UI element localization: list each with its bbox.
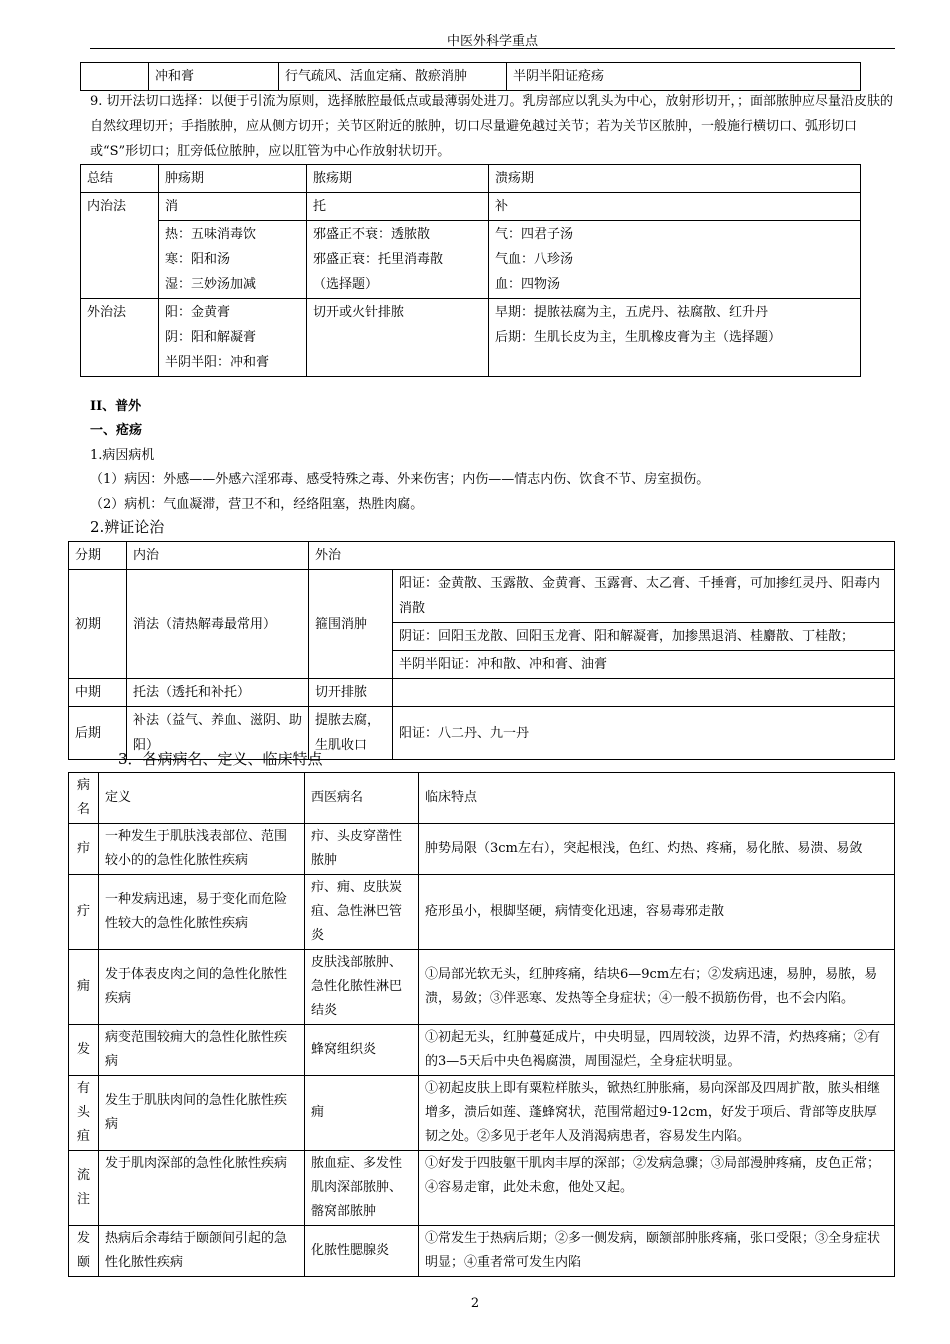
pathogenesis-line: （2）病机：气血凝滞，营卫不和，经络阻塞，热胜肉腐。 (90, 497, 424, 512)
header-cell: 外治 (309, 542, 895, 570)
clinical-features: 肿势局限（3cm左右），突起根浅，色红、灼热、疼痛，易化脓、易溃、易敛 (419, 824, 895, 875)
cell: 消 (159, 193, 307, 221)
subsection-title: 一、疮疡 (90, 423, 143, 438)
table-row (81, 63, 861, 91)
page-header-title: 中医外科学重点 (446, 34, 538, 49)
cell: 行气疏风、活血定痛、散瘀消肿 (279, 63, 507, 91)
clinical-features: ①初起无头，红肿蔓延成片，中央明显，四周较淡，边界不清，灼热疼痛；②有的3—5天后中央色褐腐溃，周围湿烂，全身症状明显。 (419, 1025, 895, 1076)
cell: 早期：提脓祛腐为主，五虎丹、祛腐散、红升丹 后期：生肌长皮为主，生肌橡皮膏为主（选择题） (489, 299, 861, 377)
disease-definition: 发于肌肉深部的急性化脓性疾病 (99, 1151, 305, 1226)
stage-cell: 中期 (69, 679, 127, 707)
cell: 邪盛正不衰：透脓散 邪盛正衰：托里消毒散 （选择题） (307, 221, 489, 299)
diagnosis-title: 2.辨证论治 (90, 518, 165, 536)
cell: 热：五味消毒饮 寒：阳和汤 湿：三妙汤加减 (159, 221, 307, 299)
western-name: 疖、痈、皮肤炭疽、急性淋巴管炎 (305, 875, 419, 950)
etiology-title: 1.病因病机 (90, 448, 155, 463)
cell: 冲和膏 (149, 63, 279, 91)
cell: 提脓去腐，生肌收口 (309, 707, 393, 760)
row-label: 外治法 (81, 299, 159, 377)
table-row (69, 1076, 895, 1151)
western-name: 皮肤浅部脓肿、急性化脓性淋巴结炎 (305, 950, 419, 1025)
clinical-features: ①初起皮肤上即有粟粒样脓头，锨热红肿胀痛，易向深部及四周扩散，脓头相继增多，溃后如莲、蓬蜂窝状，范围常超过9-12cm，好发于项后、背部等皮肤厚韧之处。②多见于老年人及消渴病患者，容易发生内陷。 (419, 1076, 895, 1151)
table-row (69, 875, 895, 950)
header-cell: 病名 (69, 773, 99, 824)
disease-definition: 发于体表皮肉之间的急性化脓性疾病 (99, 950, 305, 1025)
header-cell: 内治 (127, 542, 309, 570)
table-row (81, 221, 861, 299)
diseases-title: 3．各病病名、定义、临床特点 (118, 750, 323, 768)
header-cell: 肿疡期 (159, 165, 307, 193)
etiology-line: （1）病因：外感——外感六淫邪毒、感受特殊之毒、外来伤害；内伤——情志内伤、饮食不节、房室损伤。 (90, 472, 710, 487)
table-row (69, 570, 895, 623)
table-row (81, 299, 861, 377)
cell: 阴证：回阳玉龙散、回阳玉龙膏、阳和解凝膏，加掺黑退消、桂麝散、丁桂散； (393, 623, 895, 651)
summary-table-container (80, 164, 861, 377)
disease-name: 疖 (69, 824, 99, 875)
disease-definition: 热病后余毒结于颐颌间引起的急性化脓性疾病 (99, 1226, 305, 1277)
clinical-features: ①常发生于热病后期；②多一侧发病，颐颔部肿胀疼痛，张口受限；③全身症状明显；④重者常可发生内陷 (419, 1226, 895, 1277)
disease-name: 痈 (69, 950, 99, 1025)
header-cell: 总结 (81, 165, 159, 193)
cell: 箍围消肿 (309, 570, 393, 679)
cell: 阳证：八二丹、九一丹 (393, 707, 895, 760)
cell: 消法（清热解毒最常用） (127, 570, 309, 679)
disease-name: 有头疽 (69, 1076, 99, 1151)
table-row (69, 1151, 895, 1226)
table-row (81, 193, 861, 221)
stage-cell: 后期 (69, 707, 127, 760)
disease-definition: 病变范围较痈大的急性化脓性疾病 (99, 1025, 305, 1076)
cell (393, 679, 895, 707)
western-name: 化脓性腮腺炎 (305, 1226, 419, 1277)
cell: 托法（透托和补托） (127, 679, 309, 707)
clinical-features: ①局部光软无头，红肿疼痛，结块6—9cm左右；②发病迅速，易肿，易脓，易溃，易敛；③伴恶寒、发热等全身症状；④一般不损筋伤骨，也不会内陷。 (419, 950, 895, 1025)
header-cell: 溃疡期 (489, 165, 861, 193)
row-label: 内治法 (81, 193, 159, 299)
header-cell: 定义 (99, 773, 305, 824)
western-name: 痈 (305, 1076, 419, 1151)
section-title: II、普外 (90, 399, 142, 414)
table-row (69, 1025, 895, 1076)
table-header-row (69, 542, 895, 570)
cell: 切开排脓 (309, 679, 393, 707)
stage-cell: 初期 (69, 570, 127, 679)
summary-table (80, 164, 861, 377)
top-row-table (80, 62, 861, 91)
header-rule (90, 48, 895, 49)
table-row (69, 679, 895, 707)
western-name: 脓血症、多发性肌肉深部脓肿、髂窝部脓肿 (305, 1151, 419, 1226)
cell: 补 (489, 193, 861, 221)
diagnosis-table (68, 541, 895, 760)
cell: 托 (307, 193, 489, 221)
clinical-features: ①好发于四肢躯干肌肉丰厚的深部；②发病急骤；③局部漫肿疼痛，皮色正常；④容易走窜，此处未愈，他处又起。 (419, 1151, 895, 1226)
table-row (69, 824, 895, 875)
diagnosis-table-container (68, 541, 895, 760)
cell (81, 63, 149, 91)
western-name: 疖、头皮穿凿性脓肿 (305, 824, 419, 875)
clinical-features: 疮形虽小，根脚坚硬，病情变化迅速，容易毒邪走散 (419, 875, 895, 950)
table-row (69, 950, 895, 1025)
table-header-row (69, 773, 895, 824)
disease-name: 流注 (69, 1151, 99, 1226)
header-cell: 分期 (69, 542, 127, 570)
cell: 半阴半阳证：冲和散、冲和膏、油膏 (393, 651, 895, 679)
disease-definition: 发生于肌肤肉间的急性化脓性疾病 (99, 1076, 305, 1151)
header-cell: 脓疡期 (307, 165, 489, 193)
header-cell: 西医病名 (305, 773, 419, 824)
cell: 补法（益气、养血、滋阴、助阳） (127, 707, 309, 760)
diseases-table-container (68, 772, 895, 1277)
disease-name: 疔 (69, 875, 99, 950)
cell: 阳证：金黄散、玉露散、金黄膏、玉露膏、太乙膏、千捶膏，可加掺红灵丹、阳毒内消散 (393, 570, 895, 623)
cell: 切开或火针排脓 (307, 299, 489, 377)
header-cell: 临床特点 (419, 773, 895, 824)
cell: 阳：金黄膏 阴：阳和解凝膏 半阴半阳：冲和膏 (159, 299, 307, 377)
cell: 半阴半阳证疮疡 (507, 63, 861, 91)
page-number: 2 (470, 1296, 480, 1311)
paragraph-incision: 9. 切开法切口选择：以便于引流为原则，选择脓腔最低点或最薄弱处进刀。乳房部应以乳头为中心，放射形切开，；面部脓肿应尽量沿皮肤的自然纹理切开；手指脓肿，应从侧方切开；关节区附近的脓肿，切口尽量避免越过关节；若为关节区脓肿，一般施行横切口、弧形切口或“S”形切口；肛旁低位脓肿，应以肛管为中心作放射状切开。 (90, 94, 894, 159)
western-name: 蜂窝组织炎 (305, 1025, 419, 1076)
table-header-row (81, 165, 861, 193)
disease-name: 发颐 (69, 1226, 99, 1277)
disease-definition: 一种发生于肌肤浅表部位、范围较小的的急性化脓性疾病 (99, 824, 305, 875)
top-table-container (80, 62, 861, 91)
disease-name: 发 (69, 1025, 99, 1076)
diseases-table (68, 772, 895, 1277)
table-row (69, 1226, 895, 1277)
cell: 气：四君子汤 气血：八珍汤 血：四物汤 (489, 221, 861, 299)
disease-definition: 一种发病迅速，易于变化而危险性较大的急性化脓性疾病 (99, 875, 305, 950)
